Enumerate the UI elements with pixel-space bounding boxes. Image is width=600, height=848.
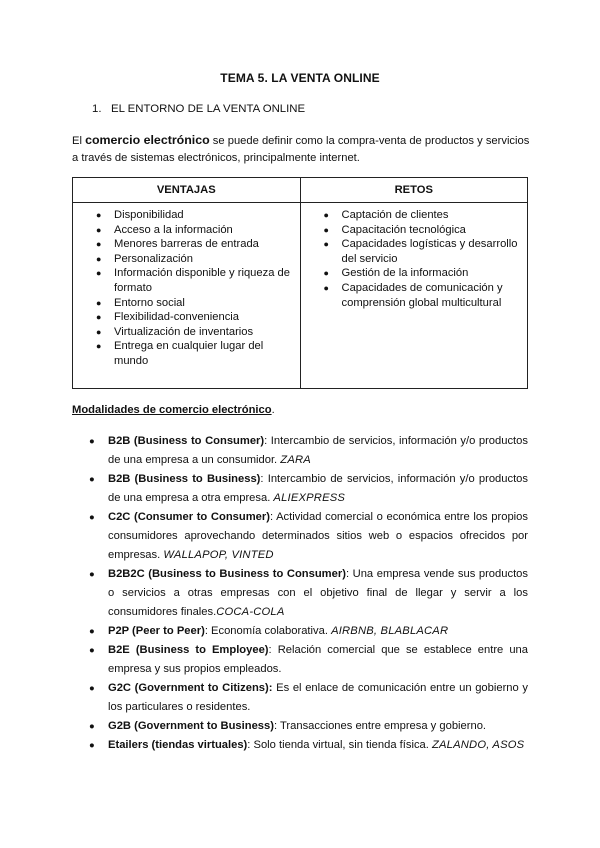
bullet-icon: ● (323, 210, 329, 220)
bullet-icon: ● (89, 626, 95, 637)
ventaja-item (79, 266, 294, 295)
ventajas-retos-table (72, 177, 528, 389)
ventaja-item-text: Entorno social (114, 296, 185, 309)
ventaja-item-text: Virtualización de inventarios (114, 325, 254, 338)
modalidades-heading (72, 404, 275, 416)
modalidad-name: B2E (Business to Employee) (108, 644, 269, 656)
modalidad-item (72, 679, 528, 717)
modalidad-example: ZALANDO, ASOS (431, 739, 525, 751)
modalidad-name: G2C (Government to Citizens): (108, 682, 273, 694)
modalidad-description: : Economía colaborativa. (204, 625, 332, 637)
modalidad-name: C2C (Consumer to Consumer) (108, 511, 270, 523)
modalidades-suffix: . (271, 404, 275, 416)
reto-item (307, 237, 522, 266)
modalidad-example: ZARA (280, 454, 311, 466)
modalidad-description: : Intercambio de servicios, información y/o productos de una empresa a otra empresa. (108, 473, 528, 504)
modalidad-description: : Una empresa vende sus productos o servicios a otras empresas con el objetivo final de llegar y servir a los consumidores finales. (108, 568, 528, 618)
modalidades-title: Modalidades de comercio electrónico (72, 404, 272, 416)
modalidad-item (72, 641, 528, 679)
ventaja-item-text: Flexibilidad-conveniencia (114, 311, 239, 324)
ventaja-item (79, 208, 294, 223)
intro-prefix: El (72, 135, 86, 147)
modalidad-description: : Transacciones entre empresa y gobierno. (273, 720, 487, 732)
bullet-icon: ● (323, 224, 329, 235)
retos-header: RETOS (300, 178, 528, 203)
reto-item (307, 223, 522, 238)
modalidad-description: : Intercambio de servicios, información y/o productos de una empresa a un consumidor. (108, 435, 528, 466)
bullet-icon: ● (96, 341, 102, 352)
ventaja-item (79, 223, 294, 238)
bullet-icon: ● (89, 569, 95, 580)
retos-cell (300, 203, 528, 389)
bullet-icon: ● (96, 239, 102, 250)
bullet-icon: ● (89, 645, 95, 656)
bullet-icon: ● (89, 474, 95, 485)
bullet-icon: ● (323, 282, 329, 293)
bullet-icon: ● (89, 436, 95, 447)
modalidad-name: B2B (Business to Business) (108, 473, 261, 485)
page-title: TEMA 5. LA VENTA ONLINE (220, 71, 380, 85)
modalidad-item (72, 565, 528, 622)
reto-item-text: Gestión de la información (341, 267, 469, 280)
modalidad-item (72, 736, 528, 755)
modalidad-item (72, 508, 528, 565)
modalidad-example: COCA-COLA (216, 606, 285, 618)
ventaja-item (79, 339, 294, 368)
modalidad-item (72, 470, 528, 508)
bullet-icon: ● (89, 683, 95, 694)
reto-item (307, 266, 522, 281)
ventaja-item (79, 252, 294, 267)
section-number: 1. (92, 103, 102, 115)
ventaja-item (79, 237, 294, 252)
bullet-icon: ● (96, 297, 102, 308)
reto-item (307, 208, 522, 223)
ventaja-item (79, 325, 294, 340)
ventajas-list (79, 208, 294, 369)
ventaja-item-text: Acceso a la información (114, 223, 233, 236)
section-label: EL ENTORNO DE LA VENTA ONLINE (111, 103, 306, 115)
retos-list (307, 208, 522, 310)
reto-item-text: Capacitación tecnológica (341, 223, 466, 236)
ventaja-item (79, 310, 294, 325)
reto-item-text: Capacidades logísticas y desarrollo del servicio (341, 238, 518, 265)
bullet-icon: ● (96, 326, 102, 337)
modalidad-item (72, 432, 528, 470)
modalidad-example: WALLAPOP, VINTED (163, 549, 274, 561)
modalidad-example: AIRBNB, BLABLACAR (331, 625, 449, 637)
modalidad-item (72, 717, 528, 736)
bullet-icon: ● (89, 721, 95, 732)
ventajas-header: VENTAJAS (73, 178, 301, 203)
section-heading (92, 103, 305, 115)
ventaja-item-text: Información disponible y riqueza de formato (114, 267, 290, 294)
ventajas-cell (73, 203, 301, 389)
ventaja-item-text: Entrega en cualquier lugar del mundo (114, 340, 264, 367)
intro-rest: se puede definir como la compra-venta de productos y servicios a través de sistemas electrónicos, principalmente internet. (72, 135, 530, 164)
modalidad-name: Etailers (tiendas virtuales) (108, 739, 248, 751)
ventaja-item-text: Menores barreras de entrada (114, 238, 259, 251)
reto-item-text: Capacidades de comunicación y comprensión global multicultural (341, 281, 503, 309)
modalidades-list (72, 432, 528, 755)
bullet-icon: ● (96, 253, 102, 264)
modalidad-description: Es el enlace de comunicación entre un gobierno y los particulares o residentes. (108, 682, 528, 713)
modalidad-description: : Solo tienda virtual, sin tienda física. (247, 739, 432, 751)
bullet-icon: ● (96, 210, 102, 220)
reto-item (307, 281, 522, 310)
bullet-icon: ● (323, 239, 329, 250)
modalidad-name: B2B (Business to Consumer) (108, 435, 265, 447)
intro-paragraph (72, 132, 532, 167)
modalidad-name: B2B2C (Business to Business to Consumer) (108, 568, 346, 580)
intro-term: comercio electrónico (85, 133, 210, 147)
ventaja-item-text: Disponibilidad (114, 209, 184, 221)
reto-item-text: Captación de clientes (341, 209, 449, 221)
bullet-icon: ● (89, 512, 95, 523)
ventaja-item-text: Personalización (114, 252, 193, 265)
modalidad-example: ALIEXPRESS (273, 492, 346, 504)
modalidad-description: : Relación comercial que se establece entre una empresa y sus propios empleados. (108, 644, 528, 675)
modalidad-name: G2B (Government to Business) (108, 720, 274, 732)
bullet-icon: ● (96, 268, 102, 279)
modalidad-name: P2P (Peer to Peer) (108, 625, 205, 637)
modalidad-item (72, 622, 528, 641)
bullet-icon: ● (89, 740, 95, 751)
ventaja-item (79, 296, 294, 311)
bullet-icon: ● (323, 268, 329, 279)
bullet-icon: ● (96, 224, 102, 235)
modalidad-description: : Actividad comercial o económica entre los propios consumidores aprovechando determinados sitios web o espacios ofrecidos por empresas. (108, 511, 528, 561)
bullet-icon: ● (96, 312, 102, 323)
